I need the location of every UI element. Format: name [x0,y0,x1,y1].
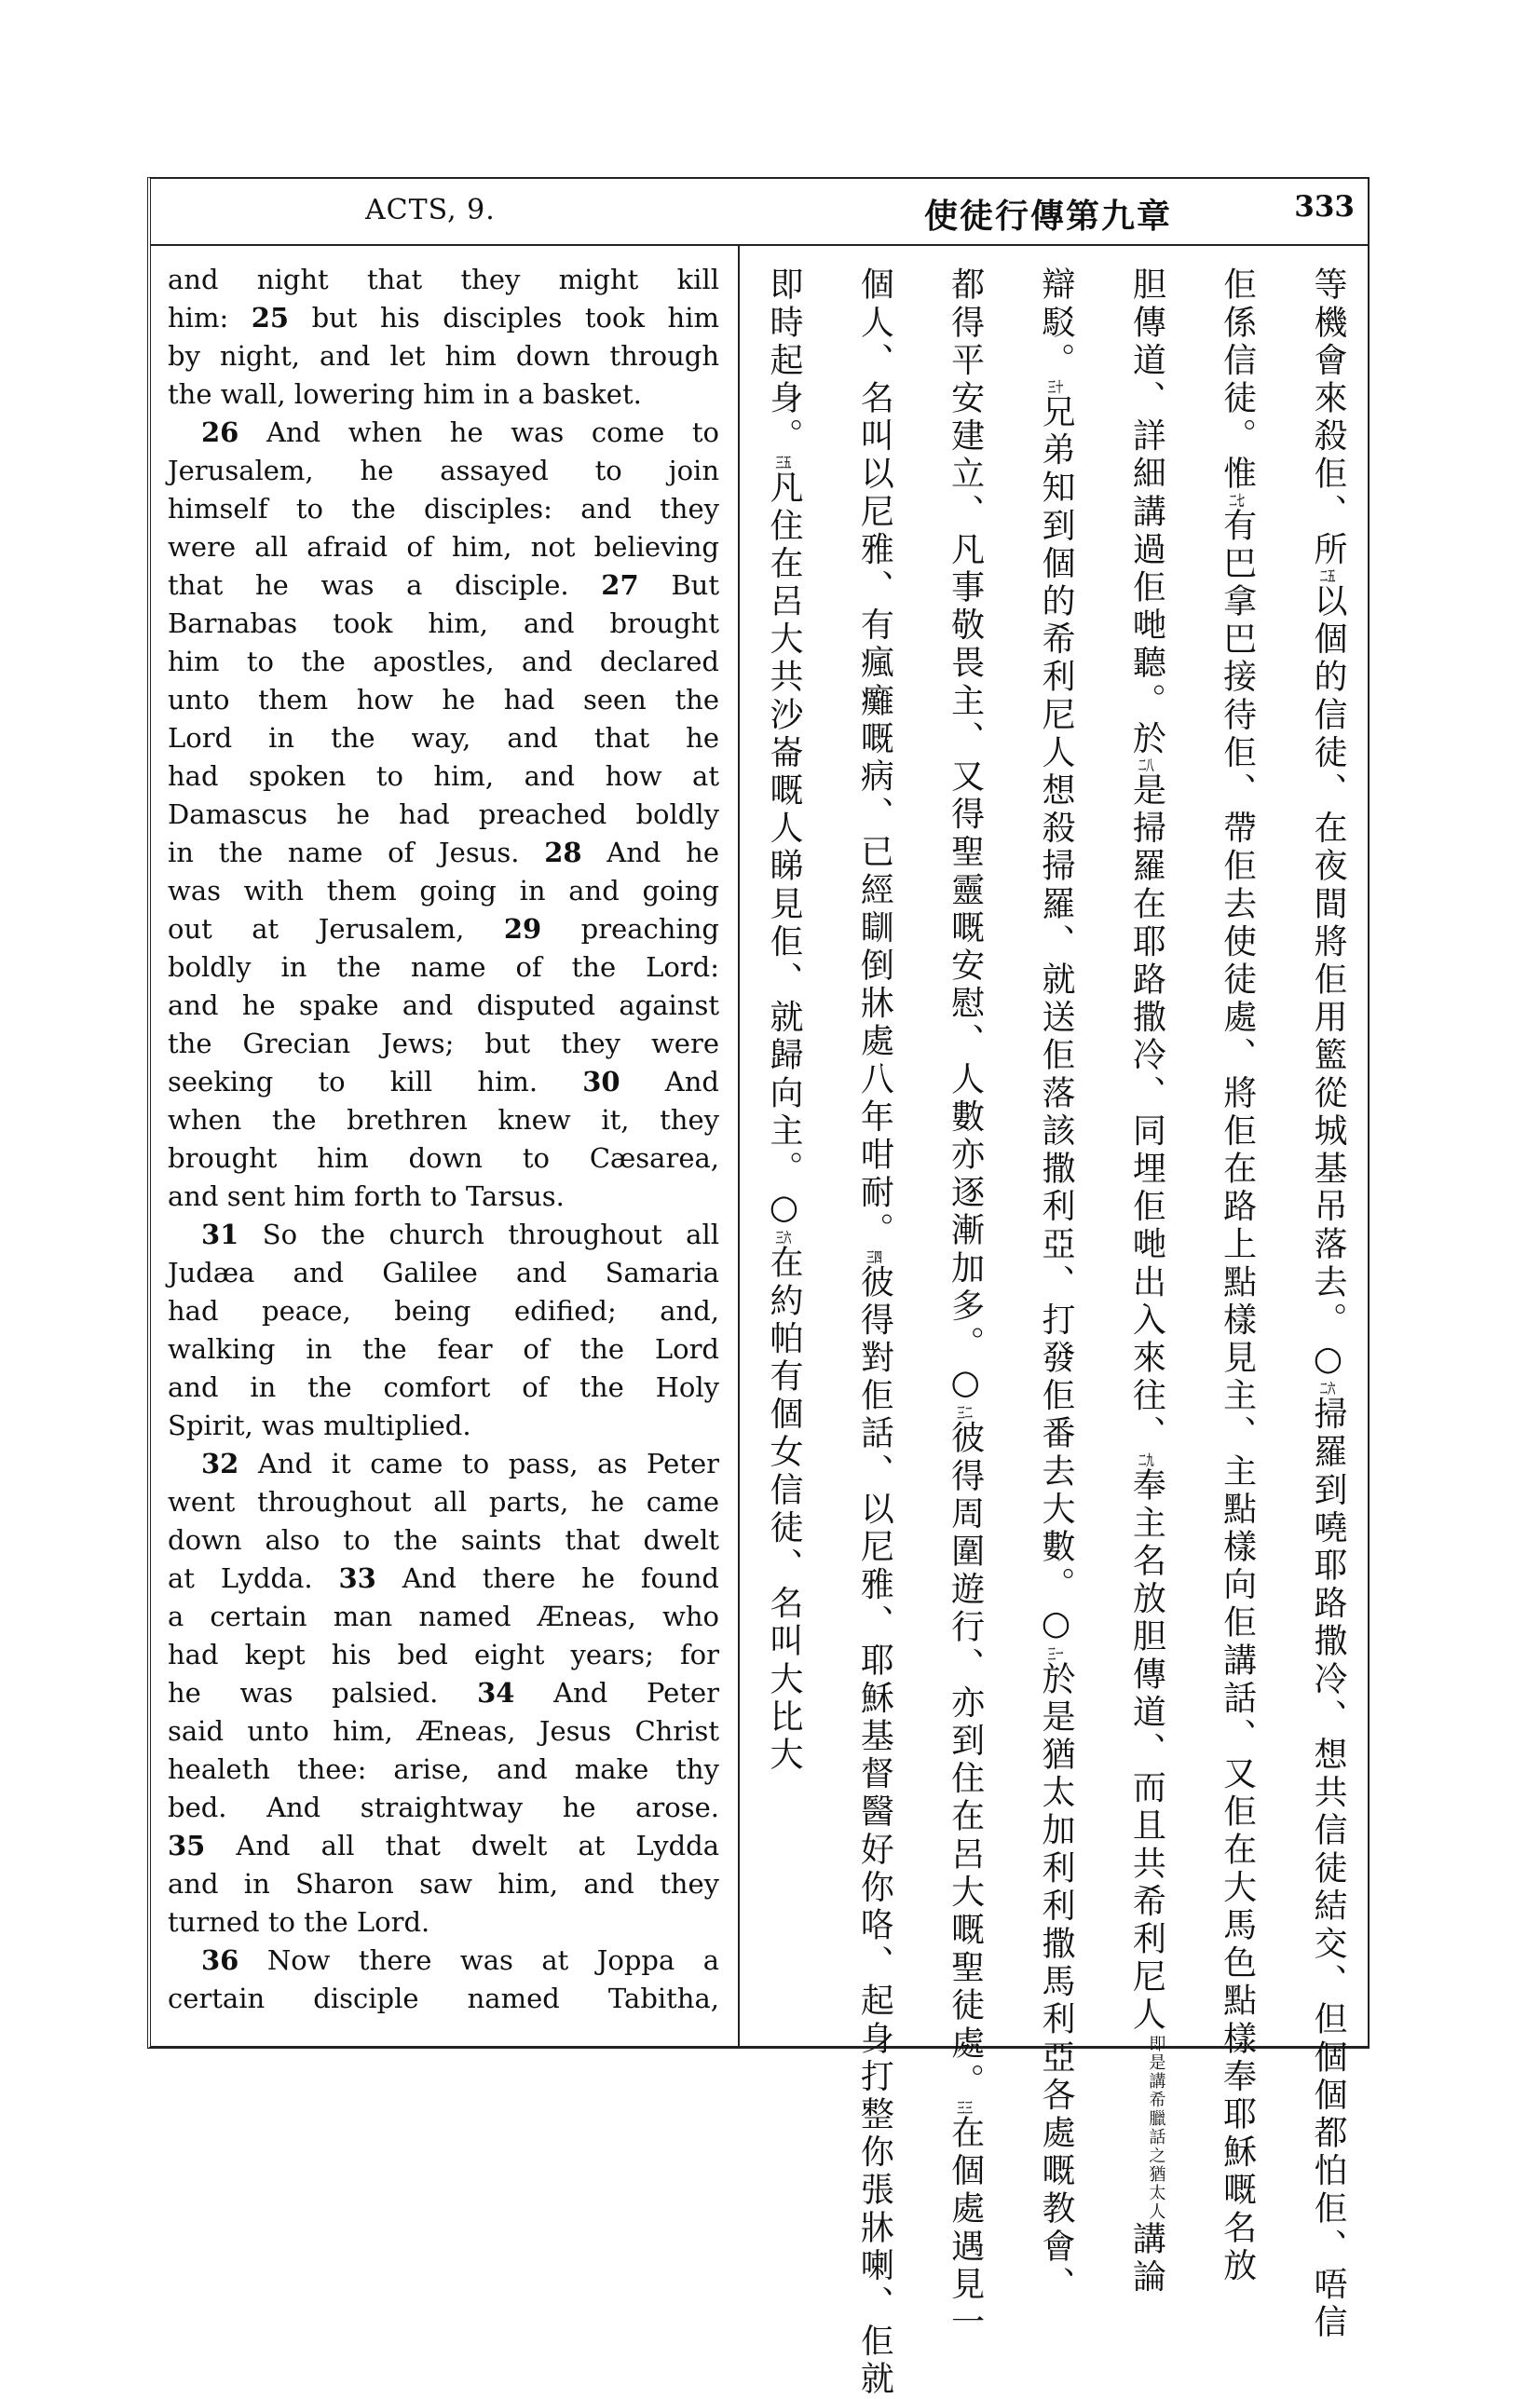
verse-number: 27 [601,569,639,601]
text-line [168,605,719,643]
verse-text: Judæa and Galilee and Samaria [168,1257,719,1288]
text-line [168,987,719,1025]
verse-text: at Lydda. [168,1562,339,1594]
text-line [168,1407,719,1445]
verse-number: 30 [582,1066,620,1097]
chinese-text-columns [755,266,1355,2399]
verse-text: he was palsied. [168,1677,478,1709]
text-line [168,872,719,910]
verse-number: 35 [168,1830,206,1861]
text-line [168,1445,719,1483]
verse-marker: 三四 [866,1249,882,1264]
verse-number: 29 [503,913,542,945]
verse-number: 26 [201,416,239,448]
chinese-text: 個人、名叫以尼雅、有瘋癱嘅病、已經瞓倒牀處八年咁耐。 [855,266,894,1250]
chinese-text: 以個的信徒、在夜間將佢用籃從城基吊落去。○ [1308,582,1347,1383]
verse-text: had kept his bed eight years; for [168,1639,719,1670]
chinese-text: 辯駁。 [1036,266,1075,380]
verse-marker: 三六 [775,1231,792,1245]
verse-text: walking in the fear of the Lord [168,1333,719,1365]
interlinear-note [1145,2035,1165,2221]
verse-marker: 三五 [775,456,792,470]
note-line: 即是講希臘 [1146,2034,1166,2128]
verse-text: had spoken to him, and how at [168,760,719,792]
text-line [168,1216,719,1254]
chinese-text: 掃羅到嘵耶路撒冷、想共信徒結交、但個個都怕佢、唔信 [1308,1396,1347,2342]
verse-marker: 三三 [957,2100,973,2115]
chinese-text: 在個處遇見一 [946,2114,985,2342]
verse-text: Lord in the way, and that he [168,722,719,754]
verse-text: and night that they might kill [168,264,719,295]
text-line [168,337,719,375]
verse-number: 28 [544,837,582,868]
verse-marker: 二八 [1138,757,1154,772]
text-line [168,1254,719,1292]
chinese-text: 於是猶太加利利撒馬利亞各處嘅教會、 [1036,1660,1075,2304]
verse-text: And he [581,837,719,868]
page-frame [147,177,1370,2399]
english-text-column [168,261,719,2018]
text-line [168,1751,719,1789]
verse-text: a certain man named Æneas, who [168,1601,719,1632]
verse-text: went throughout all parts, he came [168,1486,719,1518]
verse-text: in the name of Jesus. [168,837,545,868]
verse-text: out at Jerusalem, [168,913,504,945]
verse-text: brought him down to Cæsarea, [168,1142,719,1174]
verse-text: were all afraid of him, not believing [168,531,719,563]
verse-text: and in Sharon saw him, and they [168,1868,719,1900]
text-line [168,1903,719,1942]
verse-text: and in the comfort of the Holy [168,1371,719,1403]
text-line [168,375,719,414]
verse-text: and he spake and disputed against [168,989,719,1021]
text-line [168,1560,719,1598]
header-english-title: ACTS, 9. [365,194,496,226]
header-chinese-title: 使徒行傳第九章 [924,198,1173,236]
verse-text: preaching [541,913,719,945]
verse-text: Now there was at Joppa a [238,1944,719,1976]
verse-text: bed. And straightway he arose. [168,1792,719,1823]
text-line [168,1101,719,1139]
note-line: 話之猶太人 [1146,2127,1166,2221]
text-line [168,719,719,757]
verse-marker: 三一 [1047,1646,1064,1661]
verse-text: himself to the disciples: and they [168,493,719,525]
text-line [168,1789,719,1827]
verse-number: 34 [477,1677,515,1709]
verse-text: when the brethren knew it, they [168,1104,719,1136]
chinese-column [755,266,811,2018]
text-line [168,1139,719,1178]
verse-text: Spirit, was multiplied. [168,1410,471,1441]
verse-text: and sent him forth to Tarsus. [168,1180,565,1212]
chinese-column [845,266,901,2399]
verse-text: And all that dwelt at Lydda [205,1830,719,1861]
chinese-column [1027,266,1083,2304]
chinese-column [936,266,992,2342]
text-line [168,1598,719,1636]
text-line [168,1521,719,1560]
verse-text: by night, and let him down through [168,340,719,372]
verse-text: And Peter [514,1677,720,1709]
verse-text: that he was a disciple. [168,569,602,601]
text-line [168,528,719,566]
text-line [168,681,719,719]
text-line [168,1178,719,1216]
verse-text: turned to the Lord. [168,1906,430,1938]
verse-text: the wall, lowering him in a basket. [168,378,642,410]
verse-marker: 三十 [1047,379,1064,394]
text-line [168,1636,719,1674]
text-line [168,1025,719,1063]
verse-text: certain disciple named Tabitha, [168,1983,719,2014]
chinese-column [1208,266,1264,2285]
chinese-text: 佢係信徒。惟 [1218,266,1257,494]
chinese-text: 胆傳道、詳細講過佢哋聽。於 [1127,266,1166,758]
chinese-text: 等機會來殺佢、所 [1308,266,1347,569]
text-line [168,299,719,337]
text-line [168,1330,719,1369]
text-line [168,834,719,872]
verse-number: 31 [201,1219,239,1250]
chinese-text: 有巴拿巴接待佢、帶佢去使徒處、將佢在路上點樣見主、主點樣向佢講話、又佢在大馬色點樣奉耶穌嘅名放 [1218,507,1257,2285]
text-line [168,1942,719,1980]
verse-marker: 二七 [1229,493,1245,508]
verse-text: him to the apostles, and declared [168,646,719,677]
page-number: 333 [1294,190,1355,224]
verse-number: 36 [201,1944,239,1976]
text-line [168,1712,719,1751]
chinese-text: 彼得對佢話、以尼雅、耶穌基督醫好你咯、起身打整你張牀喇、佢就 [855,1263,894,2399]
verse-marker: 二六 [1319,1382,1336,1397]
text-line [168,757,719,796]
text-line [168,1063,719,1101]
verse-text: And [620,1066,719,1097]
text-line [168,796,719,834]
verse-marker: 三二 [957,1406,973,1420]
verse-text: said unto him, Æneas, Jesus Christ [168,1715,719,1747]
chinese-text: 是掃羅在耶路撒冷、同埋佢哋出入來往、 [1127,771,1166,1453]
text-line [168,452,719,490]
verse-text: seeking to kill him. [168,1066,583,1097]
text-line [168,948,719,987]
column-divider [738,244,740,2046]
running-header [151,179,1368,246]
text-line [168,1865,719,1903]
chinese-text: 在約帕有個女信徒、名叫大比大 [765,1245,803,1775]
verse-text: but his disciples took him [289,302,719,334]
verse-text: And it came to pass, as Peter [238,1448,719,1479]
text-line [168,1980,719,2018]
verse-text: Damascus he had preached boldly [168,798,719,830]
verse-number: 32 [201,1448,239,1479]
chinese-text: 凡住在呂大共沙崙嘅人睇見佢、就歸向主。○ [765,470,803,1231]
verse-number: 25 [251,302,290,334]
text-line [168,1483,719,1521]
verse-text: the Grecian Jews; but they were [168,1028,719,1059]
chinese-text: 彼得周圍遊行、亦到住在呂大嘅聖徒處。 [946,1420,985,2101]
verse-text: healeth thee: arise, and make thy [168,1753,719,1785]
chinese-text: 講論 [1127,2220,1166,2297]
text-line [168,414,719,452]
text-line [168,1827,719,1865]
verse-text: had peace, being edified; and, [168,1295,719,1327]
chinese-column [1117,266,1173,2297]
verse-text: unto them how he had seen the [168,684,719,716]
text-line [168,261,719,299]
chinese-text: 都得平安建立、凡事敬畏主、又得聖靈嘅安慰、人數亦逐漸加多。○ [946,266,985,1406]
verse-text: was with them going in and going [168,875,719,906]
verse-text: boldly in the name of the Lord: [168,951,719,983]
verse-text: Jerusalem, he assayed to join [168,455,719,486]
verse-text: And there he found [375,1562,719,1594]
verse-text: him: [168,302,252,334]
verse-text: Barnabas took him, and brought [168,607,719,639]
verse-text: So the church throughout all [238,1219,719,1250]
verse-number: 33 [338,1562,376,1594]
verse-text: And when he was come to [238,416,719,448]
chinese-text: 奉主名放胆傳道、而且共希利尼人 [1127,1466,1166,2035]
verse-marker: 二九 [1138,1452,1154,1467]
text-line [168,643,719,681]
verse-marker: 二五 [1319,568,1336,583]
verse-text: But [638,569,719,601]
text-line [168,566,719,605]
text-line [168,1369,719,1407]
verse-text: down also to the saints that dwelt [168,1524,719,1556]
text-line [168,910,719,948]
text-line [168,1674,719,1712]
text-line [168,1292,719,1330]
chinese-text: 即時起身。 [765,266,803,456]
chinese-text: 兄弟知到個的希利尼人想殺掃羅、就送佢落該撒利亞、打發佢番去大數。○ [1036,393,1075,1647]
chinese-column [1299,266,1355,2342]
text-line [168,490,719,528]
